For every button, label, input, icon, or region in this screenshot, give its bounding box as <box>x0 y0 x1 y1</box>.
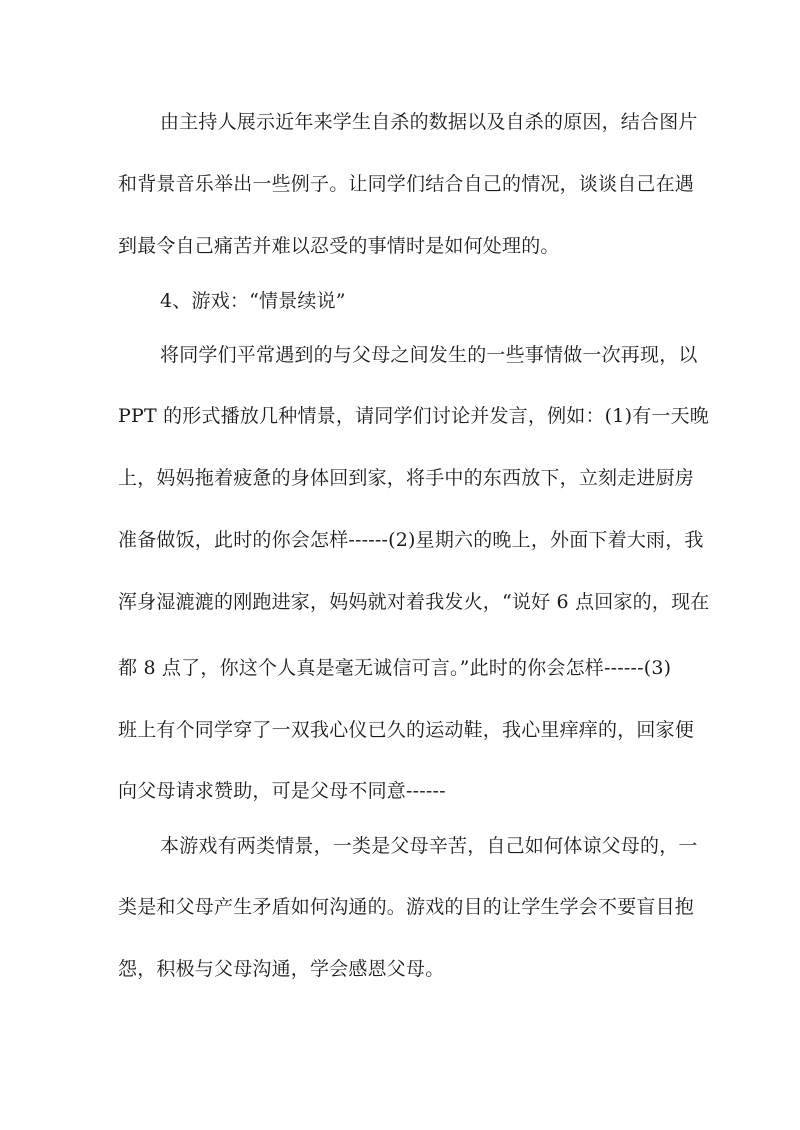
paragraph-line: 上，妈妈拖着疲惫的身体回到家，将手中的东西放下，立刻走进厨房 <box>118 467 695 489</box>
paragraph-line: 怨，积极与父母沟通，学会感恩父母。 <box>118 958 445 980</box>
paragraph-line: 向父母请求赞助，可是父母不同意------ <box>118 780 446 802</box>
paragraph-line: 班上有个同学穿了一双我心仪已久的运动鞋，我心里痒痒的，回家便 <box>118 719 695 741</box>
paragraph-line: 由主持人展示近年来学生自杀的数据以及自杀的原因，结合图片 <box>160 111 698 133</box>
paragraph-line: 将同学们平常遇到的与父母之间发生的一些事情做一次再现，以 <box>160 344 698 366</box>
paragraph-line: 和背景音乐举出一些例子。让同学们结合自己的情况，谈谈自己在遇 <box>118 173 695 195</box>
paragraph-line: 到最令自己痛苦并难以忍受的事情时是如何处理的。 <box>118 235 560 257</box>
section-heading: 4、游戏：“情景续说” <box>160 290 346 312</box>
paragraph-line: 类是和父母产生矛盾如何沟通的。游戏的目的让学生学会不要盲目抱 <box>118 896 695 918</box>
paragraph-line: 都 8 点了，你这个人真是毫无诚信可言。”此时的你会怎样------(3) <box>118 657 672 679</box>
paragraph-line: 准备做饭，此时的你会怎样------(2)星期六的晚上，外面下着大雨，我 <box>118 529 704 551</box>
paragraph-line: PPT 的形式播放几种情景，请同学们讨论并发言，例如：(1)有一天晚 <box>118 405 709 427</box>
paragraph-line: 浑身湿漉漉的刚跑进家，妈妈就对着我发火，“说好 6 点回家的，现在 <box>118 591 710 613</box>
paragraph-line: 本游戏有两类情景，一类是父母辛苦，自己如何体谅父母的，一 <box>160 835 698 857</box>
